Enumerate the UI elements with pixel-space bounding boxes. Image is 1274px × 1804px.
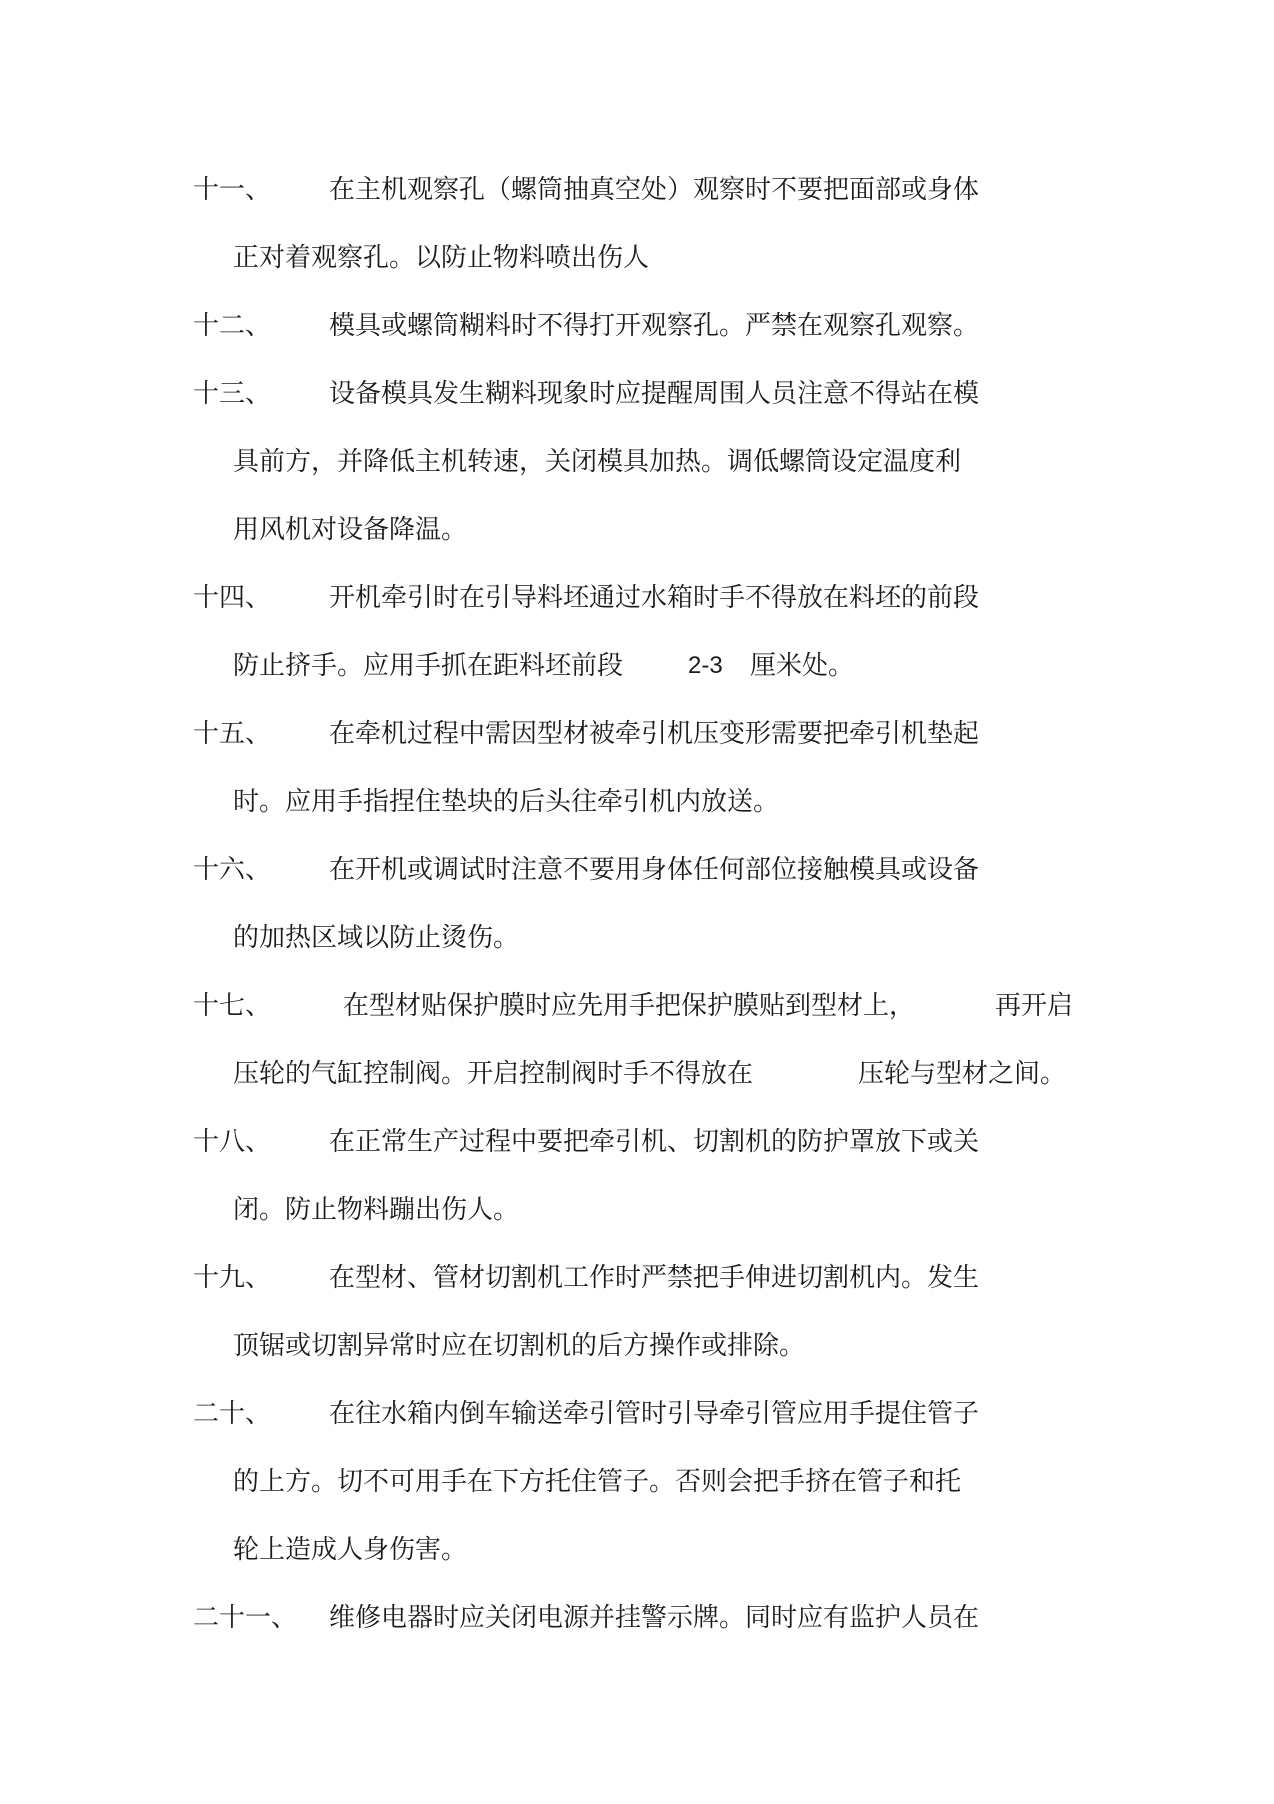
measurement-value: 2-3 — [688, 652, 723, 679]
item-text-continued: 防止挤手。应用手抓在距料坯前段 — [233, 651, 624, 681]
item-text-continued: 具前方，并降低主机转速，关闭模具加热。调低螺筒设定温度利 — [233, 447, 962, 477]
item-text-continued: 压轮与型材之间。 — [858, 1059, 1067, 1089]
item-number: 十五、 — [193, 719, 272, 749]
item-number: 十六、 — [193, 855, 272, 885]
item-number: 十三、 — [193, 379, 272, 409]
item-number: 十一、 — [193, 175, 272, 205]
item-number: 十二、 — [193, 311, 272, 341]
item-text: 在主机观察孔（螺筒抽真空处）观察时不要把面部或身体 — [329, 175, 980, 205]
item-text-continued: 正对着观察孔。以防止物料喷出伤人 — [233, 243, 650, 273]
item-number: 十九、 — [193, 1263, 272, 1293]
item-text: 维修电器时应关闭电源并挂警示牌。同时应有监护人员在 — [329, 1603, 980, 1633]
item-number: 十八、 — [193, 1127, 272, 1157]
item-text-continued: 时。应用手指捏住垫块的后头往牵引机内放送。 — [233, 787, 780, 817]
item-number: 十七、 — [193, 991, 272, 1021]
item-text-continued: 压轮的气缸控制阀。开启控制阀时手不得放在 — [233, 1059, 754, 1089]
item-text-continued: 的加热区域以防止烫伤。 — [233, 923, 520, 953]
item-text-continued: 闭。防止物料蹦出伤人。 — [233, 1195, 520, 1225]
item-text: 在牵机过程中需因型材被牵引机压变形需要把牵引机垫起 — [329, 719, 980, 749]
item-text-continued: 的上方。切不可用手在下方托住管子。否则会把手挤在管子和托 — [233, 1467, 962, 1497]
item-text: 在往水箱内倒车输送牵引管时引导牵引管应用手提住管子 — [329, 1399, 980, 1429]
item-number: 十四、 — [193, 583, 272, 613]
item-text: 开机牵引时在引导料坯通过水箱时手不得放在料坯的前段 — [329, 583, 980, 613]
item-text: 在型材贴保护膜时应先用手把保护膜贴到型材上， — [343, 991, 916, 1021]
item-number: 二十一、 — [193, 1603, 298, 1633]
item-text: 再开启 — [995, 991, 1074, 1021]
item-text: 模具或螺筒糊料时不得打开观察孔。严禁在观察孔观察。 — [329, 311, 980, 341]
item-text-continued: 用风机对设备降温。 — [233, 515, 468, 545]
item-text-continued: 轮上造成人身伤害。 — [233, 1535, 468, 1565]
item-number: 二十、 — [193, 1399, 272, 1429]
item-text: 在正常生产过程中要把牵引机、切割机的防护罩放下或关 — [329, 1127, 980, 1157]
item-text: 在开机或调试时注意不要用身体任何部位接触模具或设备 — [329, 855, 980, 885]
item-text: 在型材、管材切割机工作时严禁把手伸进切割机内。发生 — [329, 1263, 980, 1293]
item-text: 设备模具发生糊料现象时应提醒周围人员注意不得站在模 — [329, 379, 980, 409]
item-text-continued: 顶锯或切割异常时应在切割机的后方操作或排除。 — [233, 1331, 806, 1361]
item-text-continued: 厘米处。 — [750, 651, 855, 681]
